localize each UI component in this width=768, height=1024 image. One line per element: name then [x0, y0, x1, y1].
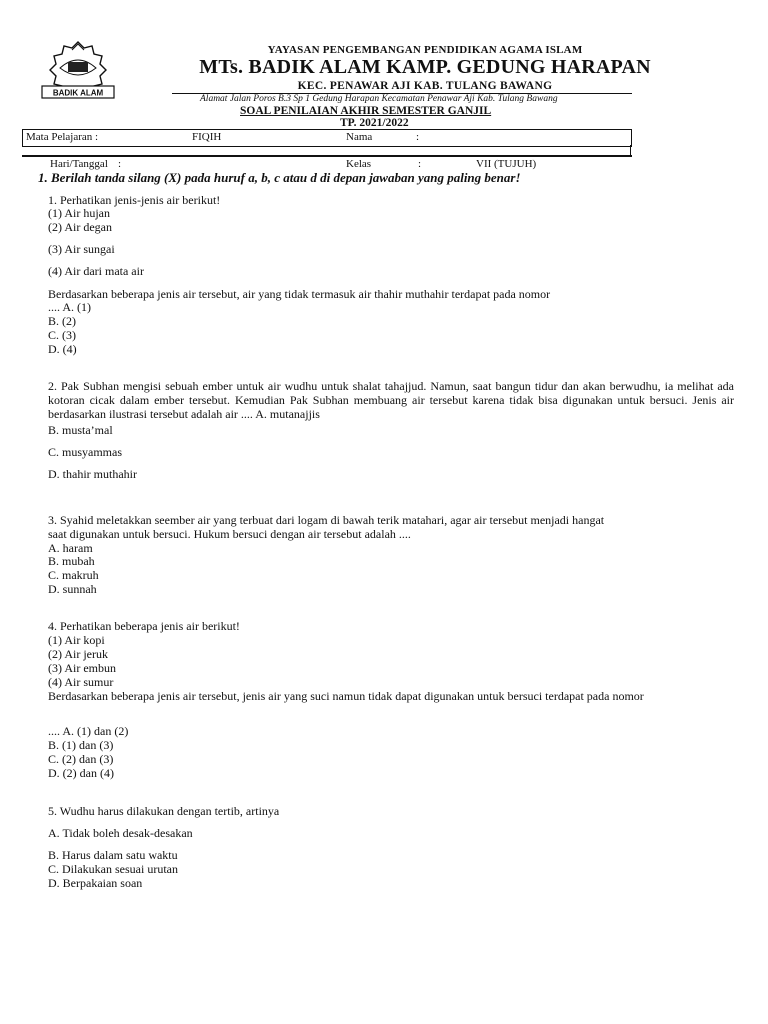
q4-item: (2) Air jeruk — [48, 647, 108, 661]
q2-text: 2. Pak Subhan mengisi sebuah ember untuk air wudhu untuk shalat tahajjud. Namun, saat bangun tidur dan akan berwudhu, ia melihat ada kotoran cicak dalam ember tersebut. Kemudian Pak Subhan membuang air tersebut karena tidak bisa digunakan untuk bersuci. Jenis air berdasarkan ilustrasi tersebut adalah air .... A. mutanajjis — [48, 379, 734, 421]
q4-item: (3) Air embun — [48, 661, 116, 675]
date-colon: : — [118, 158, 122, 170]
q5-stem: 5. Wudhu harus dilakukan dengan tertib, artinya — [48, 804, 280, 818]
academic-year: TP. 2021/2022 — [340, 117, 409, 129]
class-colon: : — [418, 158, 422, 170]
q4-option: .... A. (1) dan (2) — [48, 724, 129, 738]
q4-option: B. (1) dan (3) — [48, 738, 114, 752]
q4-option: D. (2) dan (4) — [48, 766, 114, 780]
foundation-name: YAYASAN PENGEMBANGAN PENDIDIKAN AGAMA ISLAM — [267, 44, 583, 56]
q1-item: (4) Air dari mata air — [48, 264, 144, 278]
q3-text: saat digunakan untuk bersuci. Hukum bersuci dengan air tersebut adalah .... — [48, 527, 411, 541]
q3-option: C. makruh — [48, 568, 99, 582]
q4-item: (1) Air kopi — [48, 633, 105, 647]
district-line: KEC. PENAWAR AJI KAB. TULANG BAWANG — [297, 80, 553, 92]
q4-stem: 4. Perhatikan beberapa jenis air berikut! — [48, 619, 240, 633]
class-value: VII (TUJUH) — [476, 158, 537, 170]
q5-option: D. Berpakaian soan — [48, 876, 143, 890]
logo-banner-text: BADIK ALAM — [52, 88, 104, 98]
q3-option: B. mubah — [48, 554, 95, 568]
instruction: 1. Berilah tanda silang (X) pada huruf a, b, c atau d di depan jawaban yang paling benar! — [38, 170, 521, 185]
q2-option: C. musyammas — [48, 445, 122, 459]
subject-value: FIQIH — [192, 131, 222, 143]
q1-option: B. (2) — [48, 314, 76, 328]
info-box-right-tick — [630, 145, 631, 156]
school-logo — [38, 38, 118, 100]
q1-option: C. (3) — [48, 328, 76, 342]
class-label: Kelas — [346, 158, 372, 170]
q4-option: C. (2) dan (3) — [48, 752, 114, 766]
q3-text: 3. Syahid meletakkan seember air yang terbuat dari logam di bawah terik matahari, agar air tersebut menjadi hangat — [48, 513, 605, 527]
subject-label: Mata Pelajaran : — [26, 131, 99, 143]
q1-option: .... A. (1) — [48, 300, 91, 314]
q5-option: A. Tidak boleh desak-desakan — [48, 826, 193, 840]
school-name: MTs. BADIK ALAM KAMP. GEDUNG HARAPAN — [199, 56, 651, 78]
exam-title: SOAL PENILAIAN AKHIR SEMESTER GANJIL — [240, 105, 492, 117]
q4-question: Berdasarkan beberapa jenis air tersebut, jenis air yang suci namun tidak dapat digunakan untuk bersuci terdapat pada nomor — [48, 689, 644, 703]
q3-option: A. haram — [48, 541, 93, 555]
q1-item: (2) Air degan — [48, 220, 112, 234]
q1-stem: 1. Perhatikan jenis-jenis air berikut! — [48, 193, 221, 207]
date-label: Hari/Tanggal — [50, 158, 108, 170]
q5-option: C. Dilakukan sesuai urutan — [48, 862, 178, 876]
q3-option: D. sunnah — [48, 582, 97, 596]
q5-option: B. Harus dalam satu waktu — [48, 848, 178, 862]
q4-item: (4) Air sumur — [48, 675, 114, 689]
q1-item: (3) Air sungai — [48, 242, 115, 256]
q1-option: D. (4) — [48, 342, 77, 356]
name-colon: : — [416, 131, 420, 143]
q1-question: Berdasarkan beberapa jenis air tersebut, air yang tidak termasuk air thahir muthahir terdapat pada nomor — [48, 287, 551, 301]
address-line: Alamat Jalan Poros B.3 Sp 1 Gedung Harapan Kecamatan Penawar Aji Kab. Tulang Bawang — [200, 94, 558, 104]
q2-option: B. musta’mal — [48, 423, 113, 437]
info-box-bottom-line — [22, 155, 632, 157]
q1-item: (1) Air hujan — [48, 206, 110, 220]
name-label: Nama — [346, 131, 373, 143]
q2-option: D. thahir muthahir — [48, 467, 137, 481]
student-info-box — [22, 129, 632, 147]
